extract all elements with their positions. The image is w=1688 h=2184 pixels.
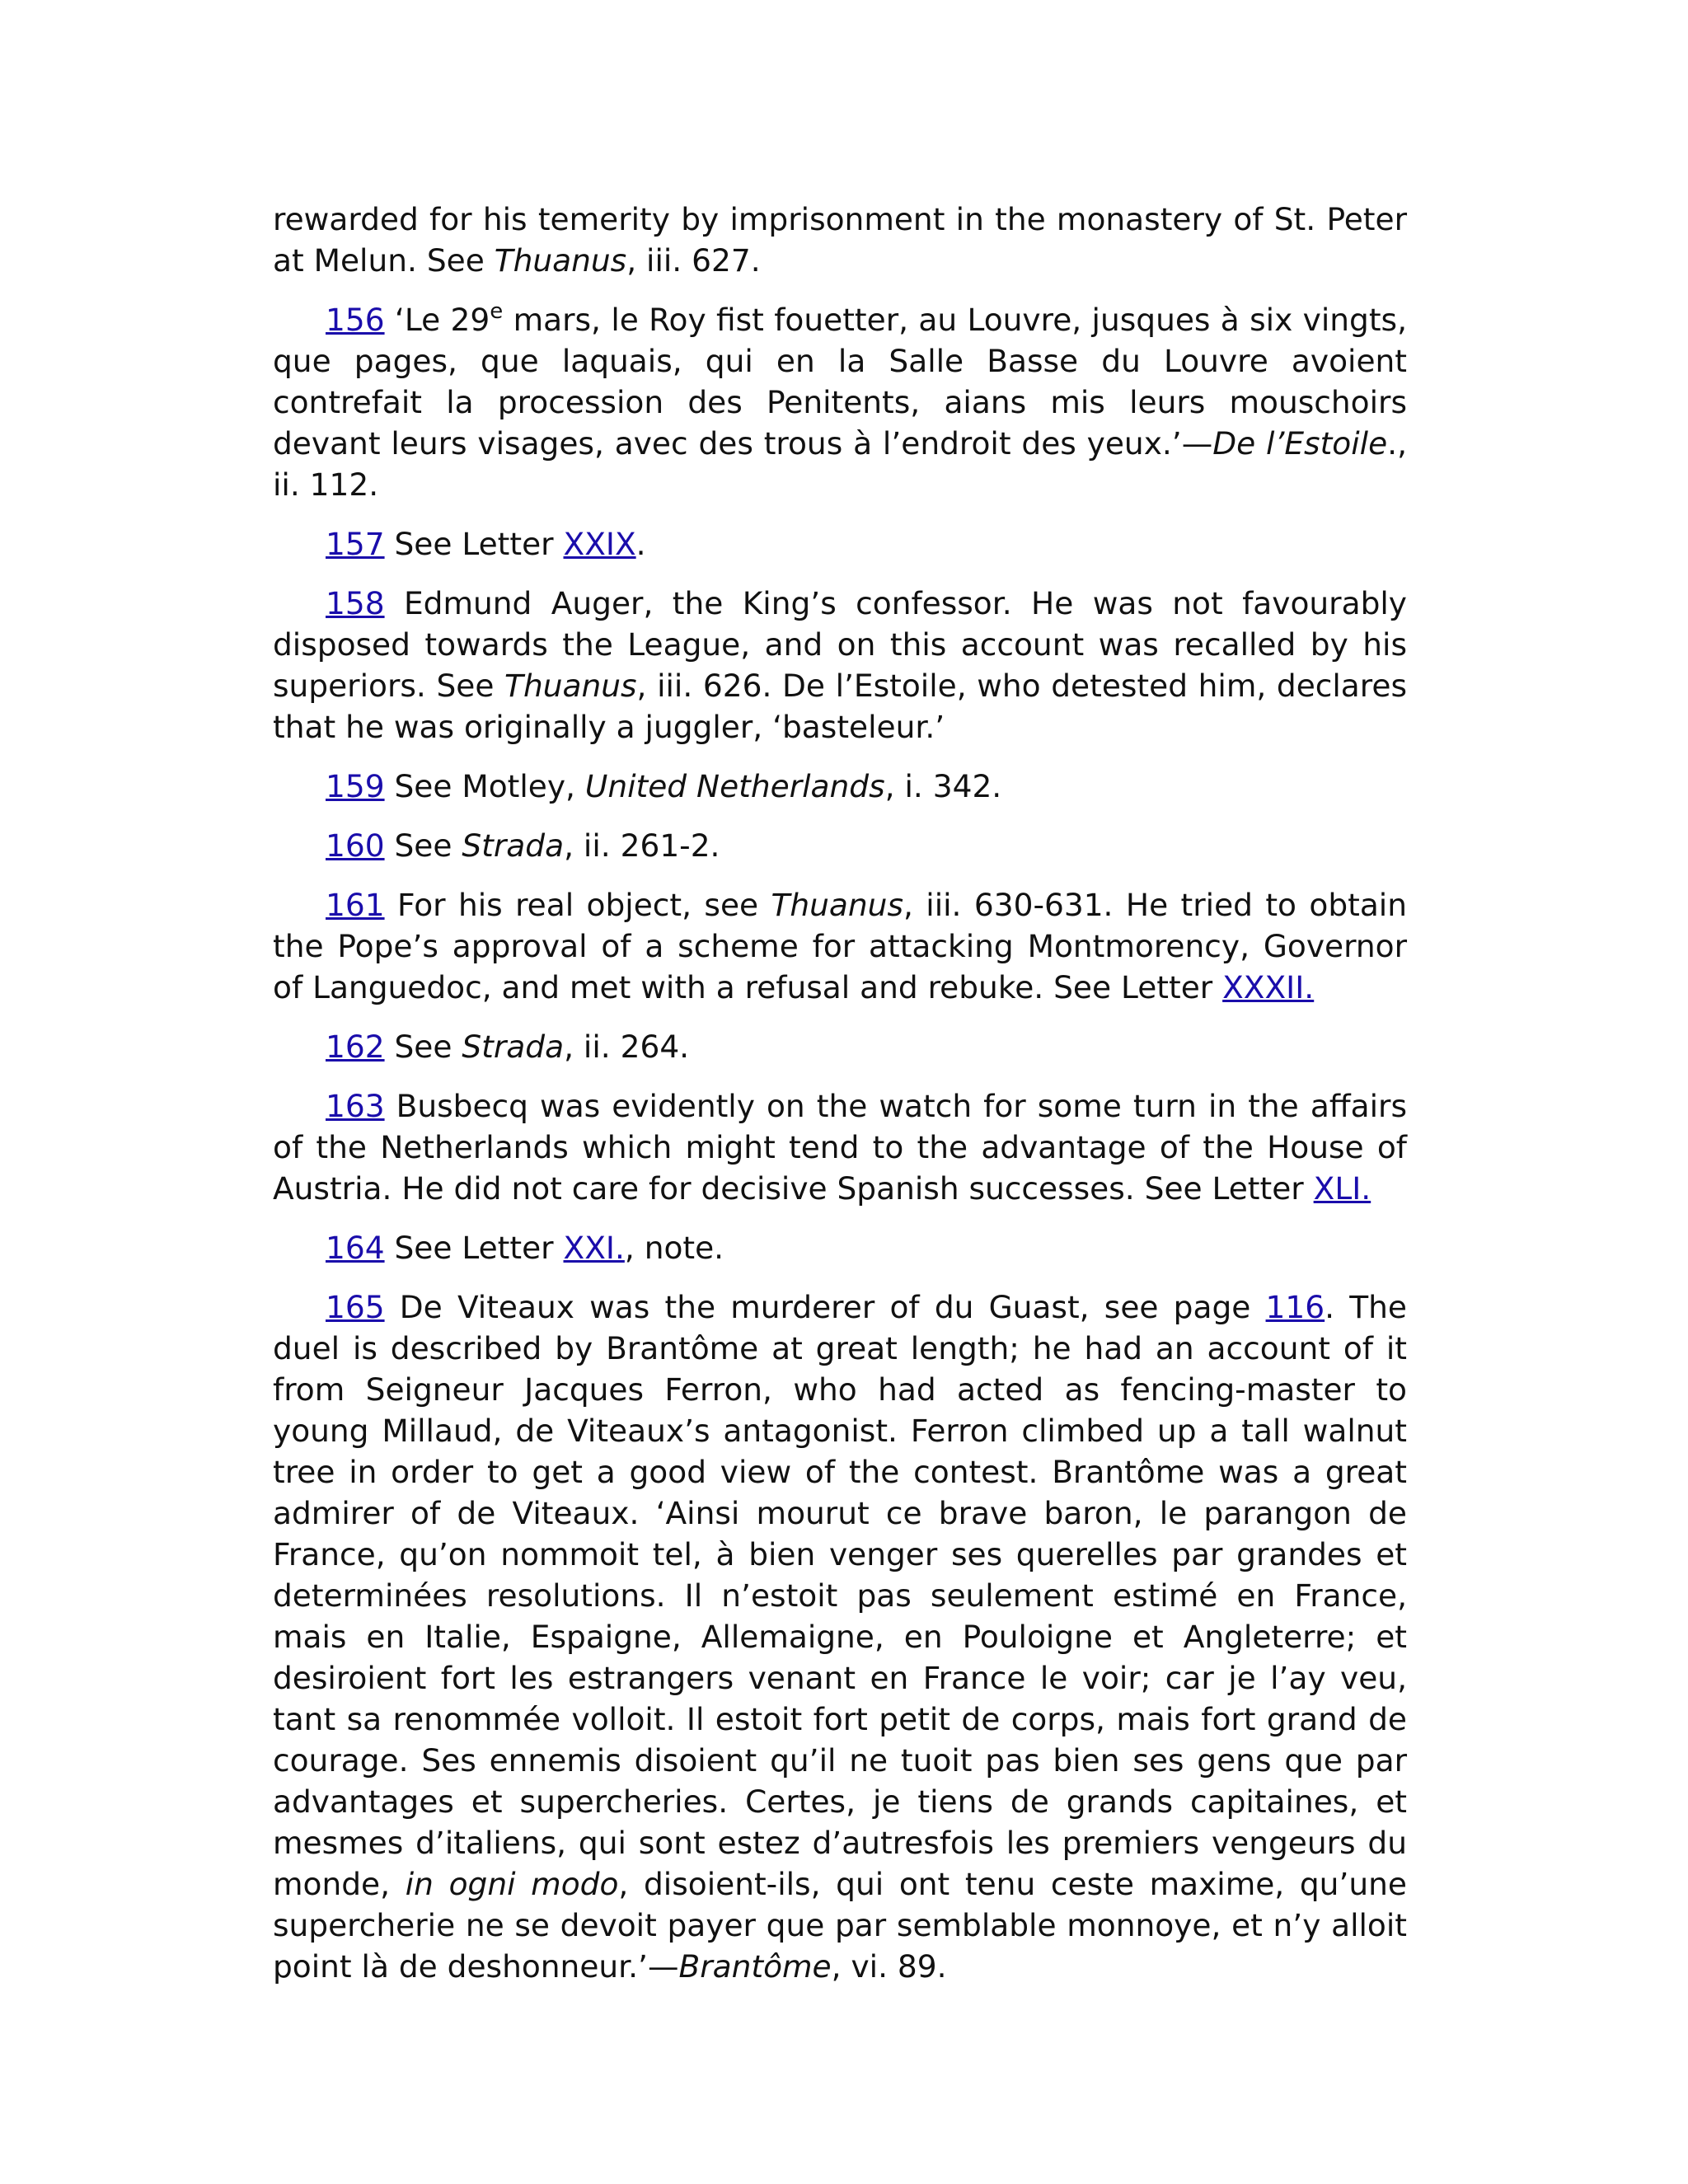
footnote-ref-163[interactable]: 163 bbox=[326, 1088, 385, 1124]
footnote-ref-158[interactable]: 158 bbox=[326, 585, 385, 621]
footnote-text: Busbecq was evidently on the watch for some turn in the affairs of the Netherlands which might tend to the advantage of the House of Austria. He did not care for decisive Spanish successes. See Letter bbox=[273, 1088, 1407, 1207]
footnote-164 bbox=[273, 1227, 1407, 1268]
page-link-116[interactable]: 116 bbox=[1265, 1289, 1325, 1325]
footnote-ref-159[interactable]: 159 bbox=[326, 768, 385, 804]
footnote-ref-165[interactable]: 165 bbox=[326, 1289, 385, 1325]
footnote-text: Edmund Auger, the King’s confessor. He was not favourably disposed towards the League, and on this account was recalled by his superiors. See bbox=[273, 585, 1407, 704]
footnote-ref-157[interactable]: 157 bbox=[326, 526, 385, 562]
footnote-text: . The duel is described by Brantôme at great length; he had an account of it from Seigneur Jacques Ferron, who had acted as fencing-master to young Millaud, de Viteaux’s antagonist. Ferron climbed up a tall walnut tree in order to get a good view of the contest. Brantôme was a great admirer of de Viteaux. ‘Ainsi mourut ce brave baron, le parangon de France, qu’on nommoit tel, à bien venger ses querelles par grandes et determinées resolutions. Il n’estoit pas seulement estimé en France, mais en Italie, Espaigne, Allemaigne, en Pouloigne et Angleterre; et desiroient fort les estrangers venant en France le voir; car je l’ay veu, tant sa renommée volloit. Il estoit fort petit de corps, mais fort grand de courage. Ses ennemis disoient qu’il ne tuoit pas bien ses gens que par advantages et supercheries. Certes, je tiens de grands capitaines, et mesmes d’italiens, qui sont estez d’autresfois les premiers vengeurs du monde, bbox=[273, 1289, 1407, 1902]
footnote-text: , ii. 261-2. bbox=[564, 827, 720, 864]
footnote-text: See bbox=[384, 1029, 462, 1065]
footnote-160 bbox=[273, 825, 1407, 866]
cited-work: Brantôme bbox=[678, 1948, 832, 1985]
footnote-156 bbox=[273, 299, 1407, 505]
footnote-text: . bbox=[635, 526, 646, 562]
cited-work: Thuanus bbox=[494, 242, 627, 279]
letter-link-xli[interactable]: XLI. bbox=[1313, 1170, 1372, 1207]
footnote-text: , iii. 626. De l’Estoile, who detested him, declares that he was originally a juggler, ‘basteleur.’ bbox=[273, 668, 1407, 745]
footnote-159 bbox=[273, 766, 1407, 807]
footnote-text: See Letter bbox=[384, 526, 564, 562]
footnote-text: , disoient-ils, qui ont tenu ceste maxime, qu’une supercherie ne se devoit payer que par semblable monnoye, et n’y alloit point là de deshonneur.’— bbox=[273, 1866, 1407, 1985]
footnote-text: , iii. 630-631. He tried to obtain the Pope’s approval of a scheme for attacking Montmorency, Governor of Languedoc, and met with a refusal and rebuke. See Letter bbox=[273, 887, 1407, 1005]
footnote-text: , vi. 89. bbox=[831, 1948, 947, 1985]
footnote-161 bbox=[273, 884, 1407, 1008]
cited-work: De l’Estoile bbox=[1212, 425, 1388, 462]
footnote-text: For his real object, see bbox=[384, 887, 771, 923]
italic-phrase: in ogni modo bbox=[405, 1866, 619, 1902]
footnote-text: mars, le Roy fist fouetter, au Louvre, jusques à six vingts, que pages, que laquais, qui en la Salle Basse du Louvre avoient contrefait la procession des Penitents, aians mis leurs mouschoirs devant leurs visages, avec des trous à l’endroit des yeux.’— bbox=[273, 302, 1407, 462]
letter-link-xxxii[interactable]: XXXII. bbox=[1222, 969, 1315, 1005]
footnote-text: See Letter bbox=[384, 1230, 564, 1266]
cited-work: United Netherlands bbox=[584, 768, 885, 804]
cited-work: Strada bbox=[462, 1029, 565, 1065]
footnote-ref-162[interactable]: 162 bbox=[326, 1029, 385, 1065]
footnote-text: ‘Le 29 bbox=[384, 302, 490, 338]
footnote-text: See Motley, bbox=[384, 768, 585, 804]
footnote-ref-156[interactable]: 156 bbox=[326, 302, 385, 338]
footnote-162 bbox=[273, 1026, 1407, 1067]
footnote-text: rewarded for his temerity by imprisonment in the monastery of St. Peter at Melun. See bbox=[273, 201, 1407, 279]
footnote-ref-164[interactable]: 164 bbox=[326, 1230, 385, 1266]
footnote-157 bbox=[273, 523, 1407, 565]
letter-link-xxix[interactable]: XXIX bbox=[563, 526, 636, 562]
footnote-158 bbox=[273, 583, 1407, 748]
footnote-text: ., ii. 112. bbox=[273, 425, 1407, 503]
footnote-ref-161[interactable]: 161 bbox=[326, 887, 385, 923]
footnote-text: , iii. 627. bbox=[626, 242, 761, 279]
footnote-ref-160[interactable]: 160 bbox=[326, 827, 385, 864]
footnotes-page bbox=[273, 199, 1407, 2005]
footnote-text: , note. bbox=[624, 1230, 724, 1266]
cited-work: Thuanus bbox=[504, 668, 637, 704]
footnote-text: , i. 342. bbox=[884, 768, 1002, 804]
continued-footnote bbox=[273, 199, 1407, 281]
letter-link-xxi[interactable]: XXI. bbox=[563, 1230, 625, 1266]
footnote-163 bbox=[273, 1085, 1407, 1209]
cited-work: Strada bbox=[462, 827, 565, 864]
footnote-text: See bbox=[384, 827, 462, 864]
footnote-165 bbox=[273, 1286, 1407, 1987]
footnote-text: , ii. 264. bbox=[564, 1029, 690, 1065]
superscript: e bbox=[490, 298, 504, 324]
cited-work: Thuanus bbox=[771, 887, 903, 923]
footnote-text: De Viteaux was the murderer of du Guast, see page bbox=[384, 1289, 1266, 1325]
